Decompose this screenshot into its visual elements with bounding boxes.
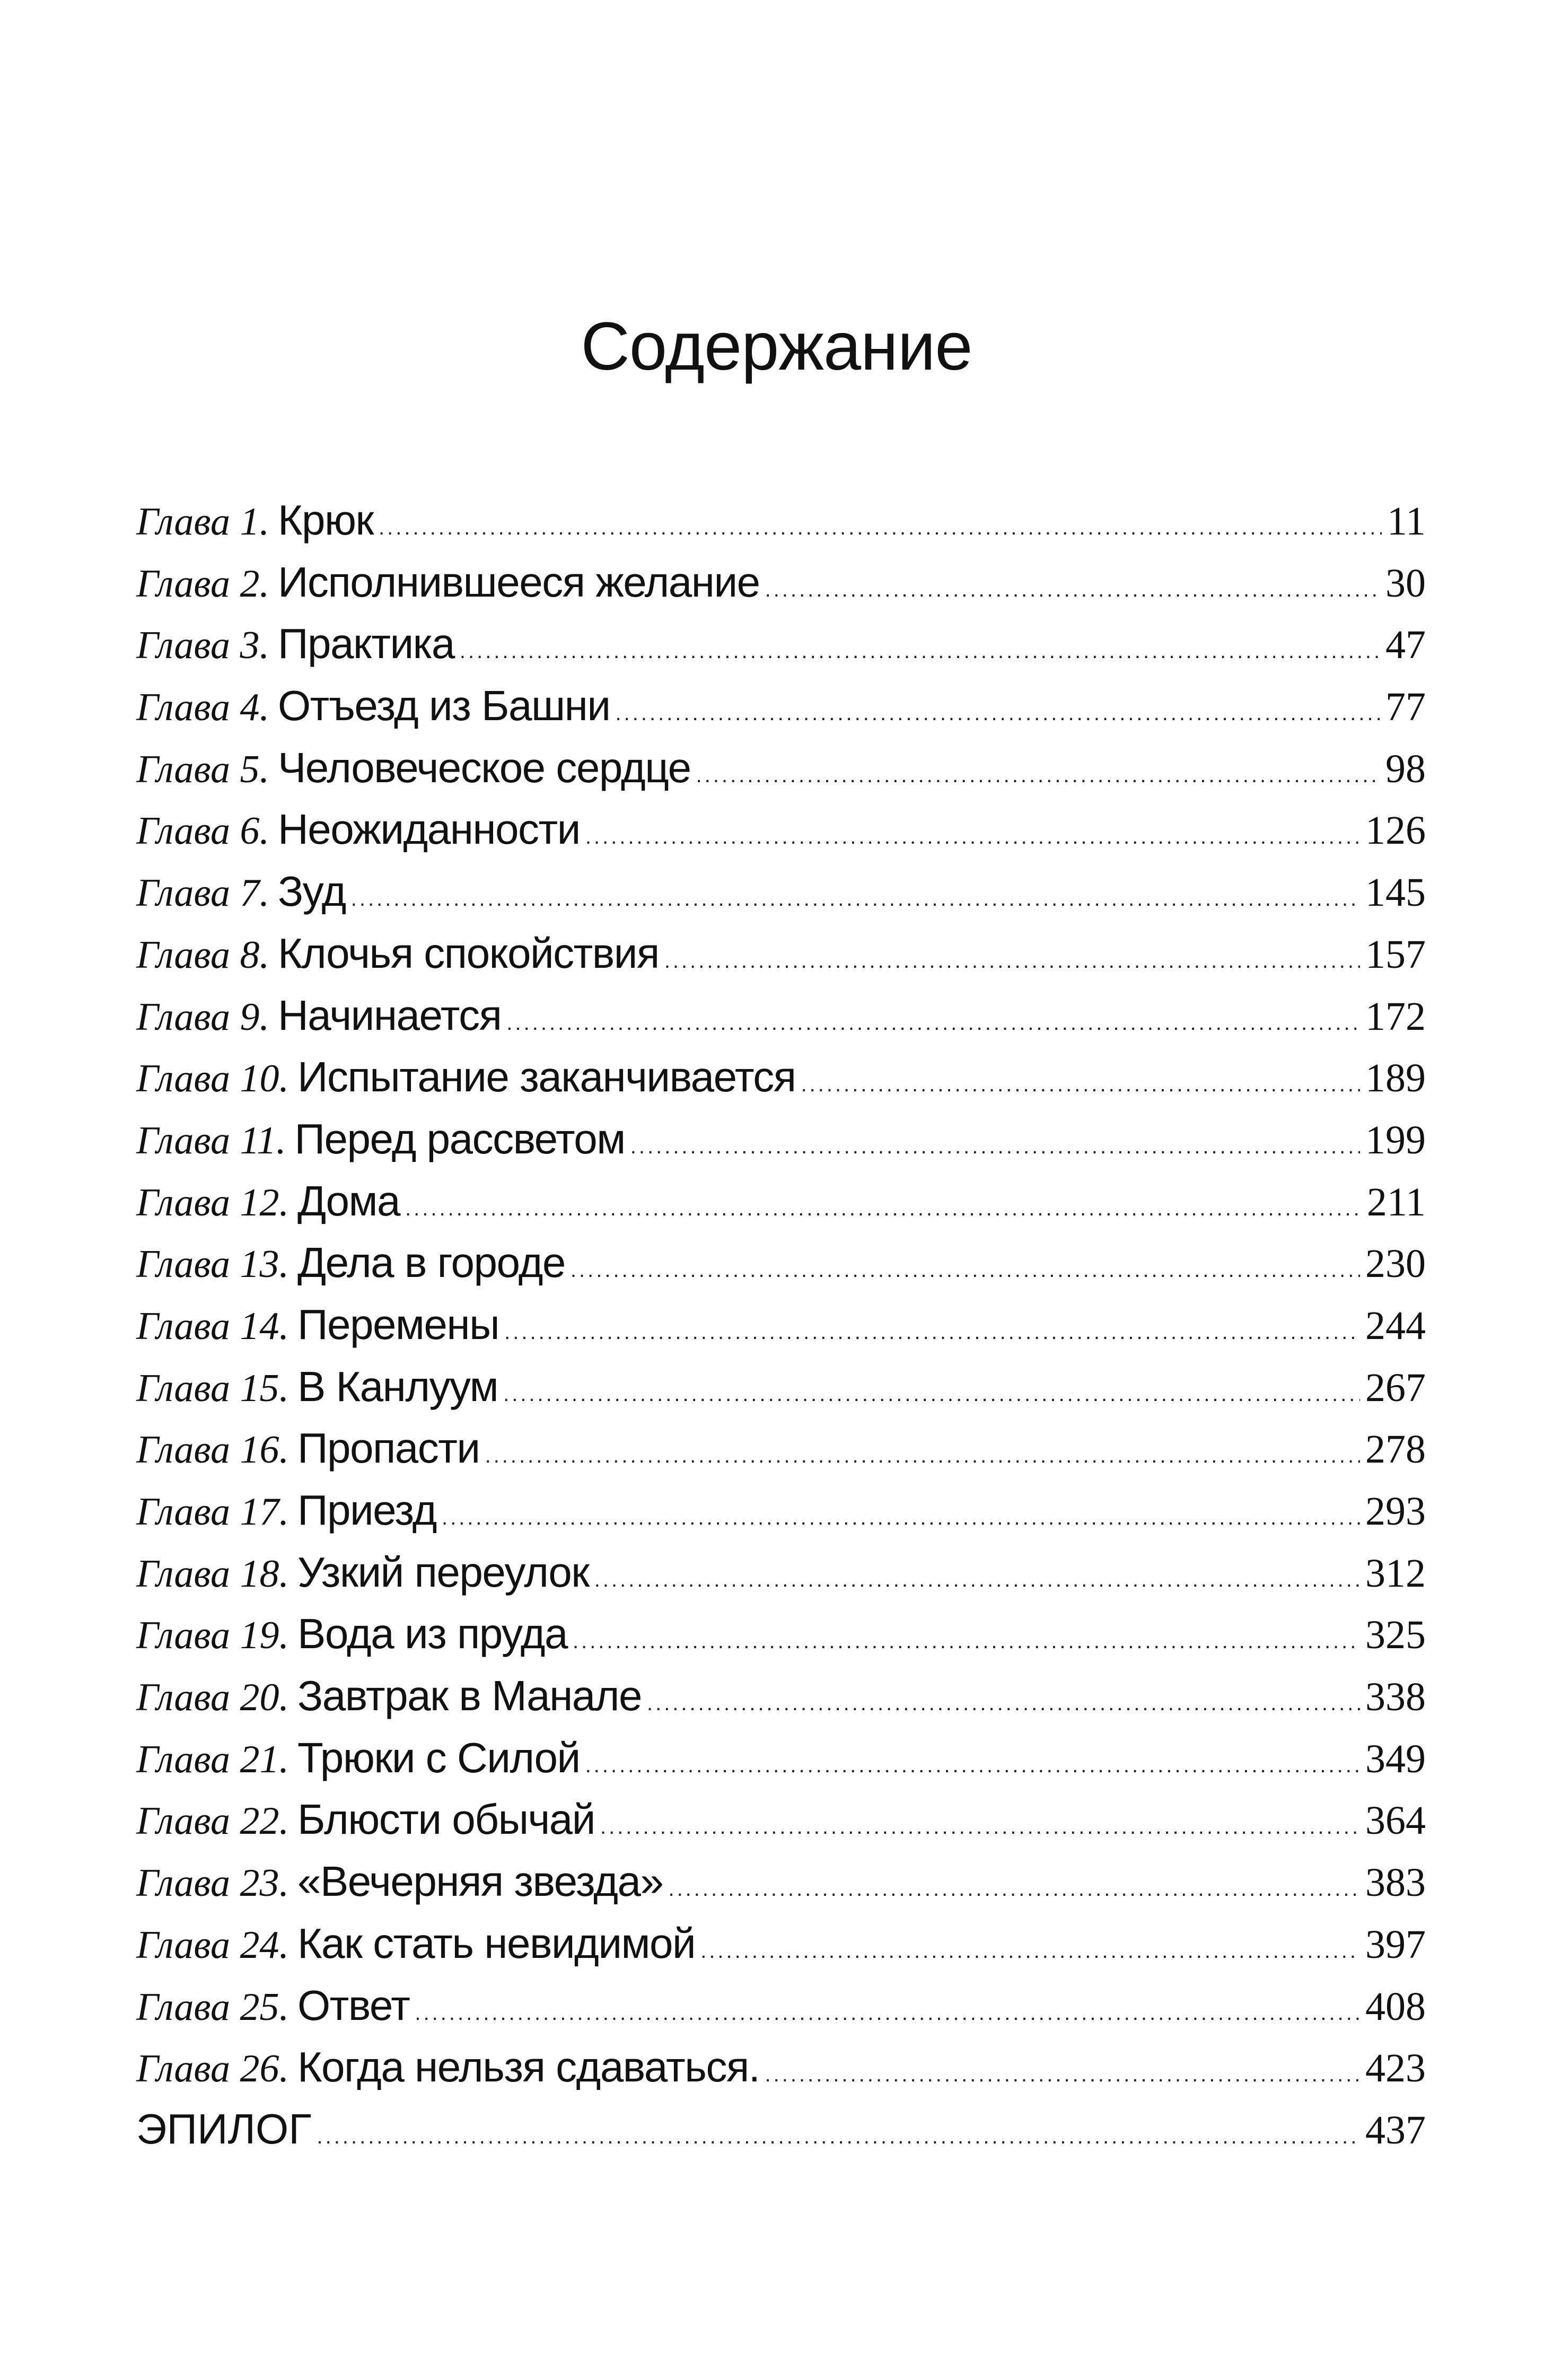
dot-leader xyxy=(700,1939,1360,1963)
toc-entry[interactable] xyxy=(136,1362,1426,1424)
chapter-prefix xyxy=(136,1366,289,1411)
chapter-number: 7. xyxy=(240,871,269,915)
page-number: 437 xyxy=(1365,2107,1426,2152)
page-number: 199 xyxy=(1365,1117,1426,1162)
chapter-label: Глава xyxy=(136,871,230,915)
chapter-label: Глава xyxy=(136,1366,230,1410)
toc-entry[interactable] xyxy=(136,1300,1426,1362)
chapter-number: 18. xyxy=(240,1552,289,1596)
dot-leader xyxy=(442,1506,1360,1530)
dot-leader xyxy=(647,1692,1360,1716)
chapter-prefix xyxy=(136,1118,286,1163)
page-number: 293 xyxy=(1365,1489,1426,1534)
page-number: 11 xyxy=(1387,499,1426,544)
chapter-title: Зуд xyxy=(277,868,346,915)
chapter-prefix xyxy=(136,1056,289,1101)
chapter-prefix xyxy=(136,1304,289,1349)
chapter-label: Глава xyxy=(136,1304,230,1348)
chapter-label: Глава xyxy=(136,747,230,791)
chapter-title: Когда нельзя сдаваться. xyxy=(297,2043,760,2091)
chapter-prefix xyxy=(136,685,269,730)
chapter-number: 5. xyxy=(240,747,269,791)
chapter-number: 14. xyxy=(240,1304,289,1348)
chapter-prefix xyxy=(136,1552,289,1597)
toc-entry[interactable] xyxy=(136,558,1426,620)
chapter-prefix xyxy=(136,871,269,916)
chapter-number: 26. xyxy=(240,2047,289,2091)
chapter-prefix xyxy=(136,1242,289,1287)
toc-entry[interactable] xyxy=(136,1486,1426,1548)
page-number: 145 xyxy=(1365,870,1426,915)
chapter-title: Завтрак в Манале xyxy=(297,1672,642,1720)
chapter-title: Крюк xyxy=(277,496,374,544)
chapter-prefix xyxy=(136,1180,289,1226)
chapter-number: 19. xyxy=(240,1614,289,1658)
chapter-label: Глава xyxy=(136,1180,230,1224)
chapter-label: Глава xyxy=(136,500,230,544)
page-number: 172 xyxy=(1365,994,1426,1039)
chapter-prefix xyxy=(136,1737,289,1782)
chapter-title: Трюки с Силой xyxy=(297,1734,580,1781)
page-number: 30 xyxy=(1385,561,1426,606)
chapter-title: «Вечерняя звезда» xyxy=(297,1858,663,1905)
chapter-number: 23. xyxy=(240,1861,289,1905)
page-number: 157 xyxy=(1365,932,1426,977)
page-number: 189 xyxy=(1365,1056,1426,1101)
dot-leader xyxy=(668,1877,1360,1901)
chapter-number: 22. xyxy=(240,1799,289,1843)
chapter-number: 10. xyxy=(240,1057,289,1101)
dot-leader xyxy=(585,1754,1360,1778)
chapter-number: 4. xyxy=(240,686,269,730)
dot-leader xyxy=(573,1630,1360,1653)
chapter-number: 12. xyxy=(240,1180,289,1224)
dot-leader xyxy=(594,1568,1360,1592)
chapter-label: Глава xyxy=(136,1676,230,1720)
page-number: 349 xyxy=(1365,1736,1426,1781)
dot-leader xyxy=(379,516,1382,540)
chapter-number: 11. xyxy=(240,1118,286,1162)
toc-entry[interactable] xyxy=(136,1053,1426,1115)
chapter-title: Клочья спокойствия xyxy=(277,929,659,977)
toc-entry[interactable] xyxy=(136,1857,1426,1919)
chapter-prefix xyxy=(136,1675,289,1720)
chapter-prefix xyxy=(136,500,269,545)
chapter-label: Глава xyxy=(136,1552,230,1596)
chapter-label: Глава xyxy=(136,1861,230,1905)
chapter-label: Глава xyxy=(136,933,230,977)
chapter-prefix xyxy=(136,1861,289,1906)
dot-leader xyxy=(460,640,1380,663)
chapter-title: Пропасти xyxy=(297,1424,480,1472)
toc-entry[interactable] xyxy=(136,805,1426,867)
table-of-contents xyxy=(136,496,1426,2167)
chapter-title: Дома xyxy=(297,1177,400,1224)
chapter-title: Ответ xyxy=(297,1981,410,2029)
chapter-prefix xyxy=(136,1428,289,1473)
chapter-label: Глава xyxy=(136,1985,230,2029)
dot-leader xyxy=(600,1815,1360,1839)
chapter-label: Глава xyxy=(136,1490,230,1534)
page-number: 423 xyxy=(1365,2046,1426,2091)
toc-entry-epilogue[interactable] xyxy=(136,2105,1426,2167)
chapter-label: Глава xyxy=(136,1242,230,1287)
chapter-number: 21. xyxy=(240,1737,289,1781)
dot-leader xyxy=(485,1444,1360,1468)
chapter-title: Начинается xyxy=(277,991,502,1039)
toc-entry[interactable] xyxy=(136,1548,1426,1610)
chapter-title: Блюсти обычай xyxy=(297,1796,595,1843)
chapter-number: 3. xyxy=(240,624,269,668)
toc-entry[interactable] xyxy=(136,1424,1426,1486)
chapter-number: 24. xyxy=(240,1923,289,1967)
dot-leader xyxy=(415,2001,1360,2025)
chapter-prefix xyxy=(136,1923,289,1968)
chapter-title: Узкий переулок xyxy=(297,1548,589,1596)
page-number: 325 xyxy=(1365,1613,1426,1658)
chapter-title: В Канлуум xyxy=(297,1362,498,1410)
page-number: 397 xyxy=(1365,1922,1426,1967)
dot-leader xyxy=(664,949,1360,973)
page-number: 211 xyxy=(1366,1179,1426,1224)
dot-leader xyxy=(351,887,1360,911)
toc-entry[interactable] xyxy=(136,1672,1426,1734)
toc-entry[interactable] xyxy=(136,619,1426,681)
chapter-number: 9. xyxy=(240,995,269,1039)
chapter-number: 15. xyxy=(240,1366,289,1410)
toc-entry[interactable] xyxy=(136,1919,1426,1981)
chapter-title: Вода из пруда xyxy=(297,1610,567,1658)
toc-entry[interactable] xyxy=(136,1177,1426,1239)
chapter-title: Неожиданности xyxy=(277,806,580,853)
chapter-label: Глава xyxy=(136,995,230,1039)
dot-leader xyxy=(503,1382,1360,1406)
toc-entry[interactable] xyxy=(136,743,1426,806)
page-number: 47 xyxy=(1385,623,1426,668)
chapter-number: 25. xyxy=(240,1985,289,2029)
chapter-prefix xyxy=(136,1985,289,2030)
chapter-title: Отъезд из Башни xyxy=(277,682,610,730)
page-title: Содержание xyxy=(581,309,972,384)
chapter-title: Исполнившееся желание xyxy=(277,558,760,606)
toc-entry[interactable] xyxy=(136,929,1426,991)
dot-leader xyxy=(765,2063,1360,2087)
page-number: 278 xyxy=(1365,1427,1426,1472)
page-number: 77 xyxy=(1385,685,1426,730)
chapter-label: Глава xyxy=(136,686,230,730)
chapter-number: 8. xyxy=(240,933,269,977)
toc-entry[interactable] xyxy=(136,496,1426,558)
chapter-label: Глава xyxy=(136,1799,230,1843)
dot-leader xyxy=(585,825,1360,849)
chapter-number: 1. xyxy=(240,500,269,544)
page-number: 126 xyxy=(1365,808,1426,853)
chapter-title: Перемены xyxy=(297,1300,499,1348)
dot-leader xyxy=(405,1197,1362,1221)
toc-entry[interactable] xyxy=(136,867,1426,929)
page-number: 267 xyxy=(1365,1365,1426,1410)
toc-entry[interactable] xyxy=(136,1795,1426,1857)
page-number: 408 xyxy=(1365,1984,1426,2029)
toc-entry[interactable] xyxy=(136,1115,1426,1177)
dot-leader xyxy=(765,578,1380,602)
toc-entry[interactable] xyxy=(136,991,1426,1053)
page-number: 338 xyxy=(1365,1675,1426,1720)
chapter-prefix xyxy=(136,809,269,854)
chapter-number: 16. xyxy=(240,1428,289,1472)
chapter-title: Как стать невидимой xyxy=(297,1919,696,1967)
chapter-number: 20. xyxy=(240,1676,289,1720)
toc-entry[interactable] xyxy=(136,681,1426,743)
chapter-label: Глава xyxy=(136,1614,230,1658)
toc-entry[interactable] xyxy=(136,2043,1426,2105)
page-number: 364 xyxy=(1365,1798,1426,1843)
chapter-number: 6. xyxy=(240,809,269,853)
chapter-label: Глава xyxy=(136,562,230,606)
chapter-label: Глава xyxy=(136,809,230,853)
dot-leader xyxy=(317,2125,1360,2149)
dot-leader xyxy=(506,1011,1360,1035)
chapter-prefix xyxy=(136,1799,289,1844)
chapter-prefix xyxy=(136,1490,289,1535)
dot-leader xyxy=(801,1073,1360,1097)
page-number: 312 xyxy=(1365,1551,1426,1596)
page-number: 244 xyxy=(1365,1303,1426,1348)
chapter-label: Глава xyxy=(136,1118,230,1162)
chapter-prefix xyxy=(136,623,269,668)
chapter-label: Глава xyxy=(136,1428,230,1472)
chapter-number: 13. xyxy=(240,1242,289,1287)
epilogue-title: ЭПИЛОГ xyxy=(136,2105,312,2152)
page-number: 230 xyxy=(1365,1241,1426,1287)
chapter-title: Дела в городе xyxy=(297,1239,565,1287)
dot-leader xyxy=(696,764,1380,788)
toc-entry[interactable] xyxy=(136,1734,1426,1796)
toc-entry[interactable] xyxy=(136,1981,1426,2043)
toc-entry[interactable] xyxy=(136,1609,1426,1672)
chapter-title: Приезд xyxy=(297,1486,436,1534)
chapter-title: Практика xyxy=(277,620,454,668)
chapter-prefix xyxy=(136,1613,289,1658)
chapter-prefix xyxy=(136,933,269,978)
chapter-label: Глава xyxy=(136,624,230,668)
chapter-label: Глава xyxy=(136,1057,230,1101)
page-number: 383 xyxy=(1365,1860,1426,1905)
chapter-title: Человеческое сердце xyxy=(277,743,691,791)
chapter-prefix xyxy=(136,2046,289,2092)
chapter-prefix xyxy=(136,747,269,792)
toc-entry[interactable] xyxy=(136,1238,1426,1300)
dot-leader xyxy=(630,1135,1360,1159)
dot-leader xyxy=(504,1320,1360,1344)
chapter-title: Перед рассветом xyxy=(294,1115,625,1162)
chapter-prefix xyxy=(136,562,269,607)
chapter-number: 17. xyxy=(240,1490,289,1534)
chapter-number: 2. xyxy=(240,562,269,606)
chapter-label: Глава xyxy=(136,2047,230,2091)
chapter-label: Глава xyxy=(136,1923,230,1967)
dot-leader xyxy=(571,1258,1360,1282)
page-number: 98 xyxy=(1385,746,1426,791)
chapter-prefix xyxy=(136,995,269,1040)
chapter-title: Испытание заканчивается xyxy=(297,1053,796,1101)
chapter-label: Глава xyxy=(136,1737,230,1781)
dot-leader xyxy=(616,702,1380,725)
